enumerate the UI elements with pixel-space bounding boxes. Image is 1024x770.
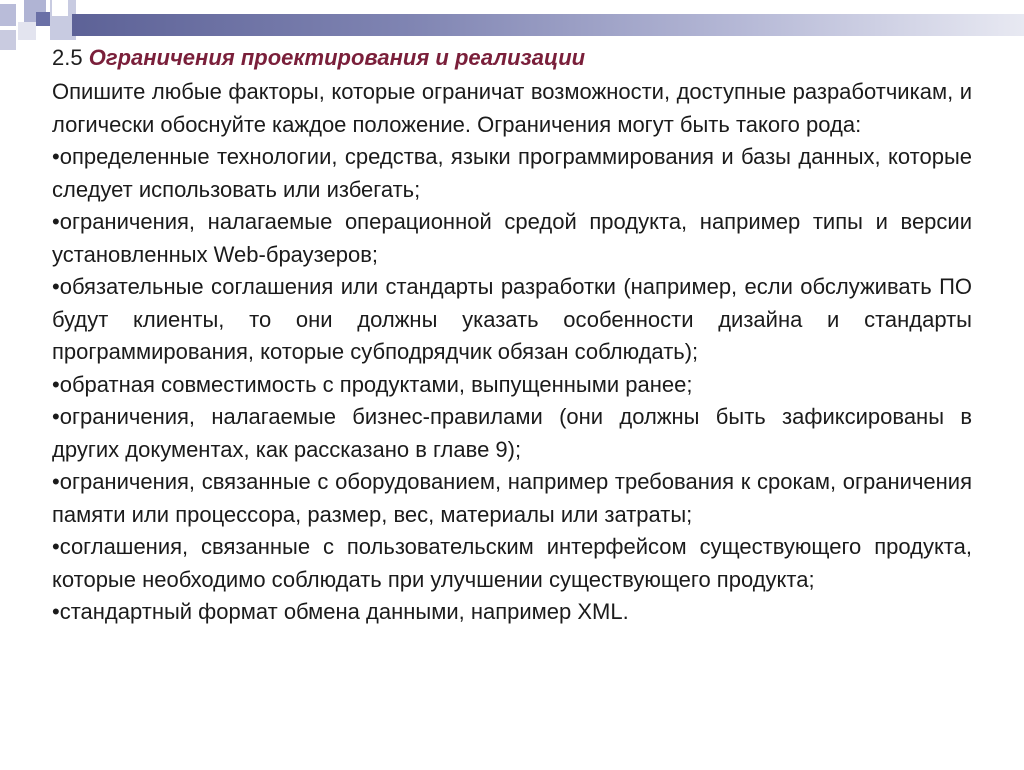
slide-content — [52, 44, 972, 629]
header-gradient-bar — [72, 14, 1024, 36]
decor-square — [0, 30, 16, 50]
decor-square — [0, 4, 16, 26]
bullet-item: •соглашения, связанные с пользовательским интерфейсом существующего продукта, которые необходимо соблюдать при улучшении существующего продукта; — [52, 534, 972, 592]
bullet-item: •ограничения, налагаемые бизнес-правилами (они должны быть зафиксированы в других документах, как рассказано в главе 9); — [52, 404, 972, 462]
decor-square — [18, 22, 36, 40]
bullet-item: •стандартный формат обмена данными, например XML. — [52, 599, 629, 624]
decor-square — [52, 0, 68, 16]
bullet-item: •обязательные соглашения или стандарты разработки (например, если обслуживать ПО будут клиенты, то они должны указать особенности дизайна и стандарты программирования, которые субподрядчик обязан соблюдать); — [52, 274, 972, 364]
section-number: 2.5 — [52, 45, 83, 70]
bullet-item: •определенные технологии, средства, языки программирования и базы данных, которые следует использовать или избегать; — [52, 144, 972, 202]
bullet-item: •ограничения, налагаемые операционной средой продукта, например типы и версии установленных Web-браузеров; — [52, 209, 972, 267]
decor-square — [36, 12, 50, 26]
slide-title — [52, 44, 972, 72]
bullet-item: •обратная совместимость с продуктами, выпущенными ранее; — [52, 371, 693, 397]
bullet-item: •ограничения, связанные с оборудованием, например требования к срокам, ограничения памяти или процессора, размер, вес, материалы или затраты; — [52, 469, 972, 527]
intro-paragraph: Опишите любые факторы, которые ограничат возможности, доступные разработчикам, и логически обоснуйте каждое положение. Ограничения могут быть такого рода: — [52, 79, 972, 137]
title-text: Ограничения проектирования и реализации — [88, 45, 586, 70]
